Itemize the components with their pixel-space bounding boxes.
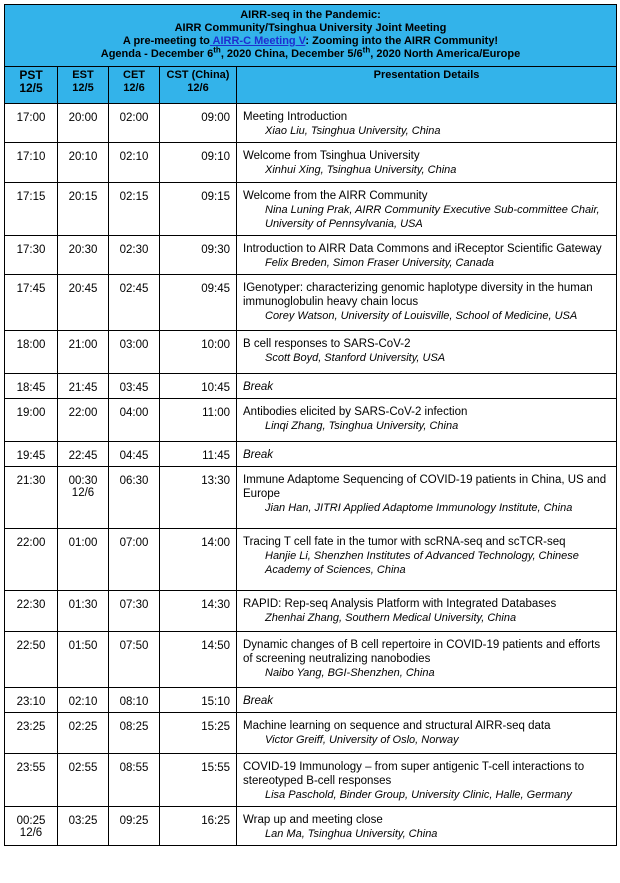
cst-time — [160, 275, 237, 331]
est-time — [58, 591, 109, 632]
col-details — [237, 67, 617, 104]
pst-time-value: 22:50 — [16, 640, 46, 652]
pst-time-value: 19:00 — [16, 407, 46, 419]
header-line-2: AIRR Community/Tsinghua University Joint Meeting — [174, 22, 447, 34]
cet-time — [109, 399, 160, 442]
est-time-value: 01:50 — [68, 640, 98, 652]
cet-time — [109, 591, 160, 632]
est-time-value: 02:25 — [68, 721, 98, 733]
agenda-row — [5, 688, 617, 713]
pst-time-value: 17:30 — [16, 244, 46, 256]
pst-time — [5, 754, 58, 807]
presentation-details — [237, 104, 617, 143]
pst-time-value: 22:00 — [16, 537, 46, 549]
header-line-3-post: : Zooming into the AIRR Community! — [305, 35, 499, 47]
pst-time-value: 17:15 — [16, 191, 46, 203]
pst-time-value: 00:25 — [16, 815, 46, 827]
pst-time-value: 18:45 — [16, 382, 46, 394]
presentation-title: Dynamic changes of B cell repertoire in COVID-19 patients and efforts of screening neutralizing nanobodies — [243, 639, 601, 665]
presentation-title: COVID-19 Immunology – from super antigenic T-cell interactions to stereotyped B-cell responses — [243, 761, 585, 787]
agenda-date-part-c: , 2020 North America/Europe — [370, 48, 521, 60]
cet-time-value: 09:25 — [119, 815, 149, 827]
cst-time — [160, 713, 237, 754]
pst-time — [5, 442, 58, 467]
est-time — [58, 529, 109, 591]
est-time — [58, 713, 109, 754]
est-time — [58, 754, 109, 807]
cst-time — [160, 143, 237, 183]
agenda-row — [5, 591, 617, 632]
pst-time-value: 17:00 — [16, 112, 46, 124]
cet-time — [109, 442, 160, 467]
est-time-value: 02:10 — [68, 696, 98, 708]
cst-time-value: 15:55 — [201, 762, 230, 774]
speaker-affiliation: Jian Han, JITRI Applied Adaptome Immunology Institute, China — [265, 502, 573, 514]
agenda-row — [5, 632, 617, 688]
cet-time-value: 03:45 — [119, 382, 149, 394]
presentation-details — [237, 399, 617, 442]
presentation-title: Antibodies elicited by SARS-CoV-2 infection — [243, 406, 468, 418]
speaker-affiliation: Scott Boyd, Stanford University, USA — [265, 352, 446, 364]
agenda-row — [5, 236, 617, 275]
cet-time — [109, 104, 160, 143]
cst-time — [160, 467, 237, 529]
speaker-affiliation: Xiao Liu, Tsinghua University, China — [265, 125, 441, 137]
agenda-date-part-a: Agenda - December 6 — [100, 48, 214, 60]
cst-time — [160, 688, 237, 713]
cst-time — [160, 632, 237, 688]
col-pst-label: PST — [19, 68, 43, 82]
pst-time — [5, 807, 58, 846]
cet-time — [109, 632, 160, 688]
speaker-affiliation: Naibo Yang, BGI-Shenzhen, China — [265, 667, 435, 679]
col-pst-date: 12/5 — [19, 81, 43, 95]
cst-time — [160, 236, 237, 275]
cet-time — [109, 688, 160, 713]
agenda-row — [5, 467, 617, 529]
pst-time — [5, 331, 58, 374]
est-time-value: 20:30 — [68, 244, 98, 256]
cst-time — [160, 399, 237, 442]
presentation-details — [237, 754, 617, 807]
speaker-affiliation: Victor Greiff, University of Oslo, Norway — [265, 734, 459, 746]
est-time — [58, 331, 109, 374]
presentation-details — [237, 807, 617, 846]
cst-time — [160, 374, 237, 399]
cst-time — [160, 529, 237, 591]
presentation-details — [237, 467, 617, 529]
col-details-label: Presentation Details — [373, 69, 480, 81]
pst-time-value: 22:30 — [16, 599, 46, 611]
est-time — [58, 807, 109, 846]
pst-time-value: 23:55 — [16, 762, 46, 774]
presentation-title: RAPID: Rep-seq Analysis Platform with Integrated Databases — [243, 598, 557, 610]
presentation-details — [237, 183, 617, 236]
est-time-value: 20:00 — [68, 112, 98, 124]
cst-time — [160, 807, 237, 846]
presentation-title: Welcome from the AIRR Community — [243, 190, 428, 202]
speaker-affiliation: Xinhui Xing, Tsinghua University, China — [265, 164, 457, 176]
agenda-row — [5, 529, 617, 591]
cet-time — [109, 467, 160, 529]
cet-time — [109, 275, 160, 331]
cst-time-value: 14:50 — [201, 640, 230, 652]
presentation-details — [237, 331, 617, 374]
pst-time — [5, 529, 58, 591]
cet-time — [109, 754, 160, 807]
presentation-title: Machine learning on sequence and structural AIRR-seq data — [243, 720, 551, 732]
presentation-details — [237, 275, 617, 331]
agenda-table — [4, 4, 617, 846]
agenda-row — [5, 807, 617, 846]
cet-time — [109, 807, 160, 846]
pst-time-value: 23:10 — [16, 696, 46, 708]
est-time — [58, 374, 109, 399]
est-time-value: 21:45 — [68, 382, 98, 394]
presentation-details — [237, 632, 617, 688]
meeting-header — [5, 5, 617, 67]
col-est — [58, 67, 109, 104]
header-line-1: AIRR-seq in the Pandemic: — [240, 9, 381, 21]
break-label: Break — [243, 695, 274, 707]
pst-date-value: 12/6 — [19, 827, 43, 839]
cet-time — [109, 236, 160, 275]
presentation-details — [237, 442, 617, 467]
est-time-value: 01:00 — [68, 537, 98, 549]
est-time — [58, 467, 109, 529]
col-cet-date: 12/6 — [123, 82, 145, 94]
est-time — [58, 632, 109, 688]
est-time-value: 20:15 — [68, 191, 98, 203]
est-time-value: 20:10 — [68, 151, 98, 163]
header-line-3 — [7, 35, 614, 48]
cst-time-value: 13:30 — [201, 475, 230, 487]
cst-time — [160, 442, 237, 467]
cst-time — [160, 183, 237, 236]
pst-time-value: 17:10 — [16, 151, 46, 163]
agenda-row — [5, 374, 617, 399]
agenda-row — [5, 442, 617, 467]
presentation-details — [237, 529, 617, 591]
cst-time-value: 09:30 — [201, 244, 230, 256]
pst-time-value: 19:45 — [16, 450, 46, 462]
pst-time — [5, 374, 58, 399]
presentation-details — [237, 374, 617, 399]
speaker-affiliation: Hanjie Li, Shenzhen Institutes of Advanced Technology, Chinese Academy of Sciences, China — [265, 550, 579, 576]
agenda-date-part-b: , 2020 China, December 5/6 — [220, 48, 363, 60]
speaker-affiliation: Zhenhai Zhang, Southern Medical University, China — [265, 612, 517, 624]
speaker-affiliation: Corey Watson, University of Louisville, School of Medicine, USA — [265, 310, 578, 322]
pst-time-value: 21:30 — [16, 475, 46, 487]
presentation-title: IGenotyper: characterizing genomic haplotype diversity in the human immunoglobulin heavy chain locus — [243, 282, 593, 308]
cet-time — [109, 331, 160, 374]
est-time-value: 21:00 — [68, 339, 98, 351]
est-time — [58, 236, 109, 275]
pst-time — [5, 236, 58, 275]
col-est-date: 12/5 — [72, 82, 94, 94]
agenda-row — [5, 331, 617, 374]
est-date-value: 12/6 — [71, 487, 95, 499]
agenda-row — [5, 713, 617, 754]
cet-time-value: 08:55 — [119, 762, 149, 774]
cst-time-value: 10:00 — [201, 339, 230, 351]
cet-time — [109, 374, 160, 399]
pst-time — [5, 143, 58, 183]
pst-time — [5, 591, 58, 632]
cet-time-value: 07:30 — [119, 599, 149, 611]
est-time — [58, 442, 109, 467]
pst-time — [5, 183, 58, 236]
agenda-date-sup-1: th — [213, 45, 221, 55]
presentation-title: Immune Adaptome Sequencing of COVID-19 patients in China, US and Europe — [243, 474, 607, 500]
title-row — [5, 5, 617, 67]
cet-time-value: 02:45 — [119, 283, 149, 295]
break-label: Break — [243, 449, 274, 461]
agenda-date-sup-2: th — [362, 45, 371, 55]
cet-time-value: 07:50 — [119, 640, 149, 652]
cet-time-value: 03:00 — [119, 339, 149, 351]
cet-time-value: 07:00 — [119, 537, 149, 549]
cst-time-value: 14:30 — [201, 599, 230, 611]
presentation-details — [237, 688, 617, 713]
cst-time-value: 09:10 — [201, 151, 230, 163]
presentation-title: Tracing T cell fate in the tumor with scRNA-seq and scTCR-seq — [243, 536, 566, 548]
col-cst-label: CST (China) — [166, 69, 230, 81]
agenda-row — [5, 183, 617, 236]
cet-time-value: 04:45 — [119, 450, 149, 462]
cst-time — [160, 331, 237, 374]
agenda-row — [5, 275, 617, 331]
speaker-affiliation: Lisa Paschold, Binder Group, University Clinic, Halle, Germany — [265, 789, 572, 801]
speaker-affiliation: Linqi Zhang, Tsinghua University, China — [265, 420, 459, 432]
est-time — [58, 399, 109, 442]
est-time-value: 03:25 — [68, 815, 98, 827]
agenda-row — [5, 754, 617, 807]
cst-time — [160, 104, 237, 143]
break-label: Break — [243, 381, 274, 393]
est-time — [58, 104, 109, 143]
cst-time-value: 15:25 — [201, 721, 230, 733]
presentation-details — [237, 143, 617, 183]
presentation-title: Meeting Introduction — [243, 111, 348, 123]
est-time — [58, 143, 109, 183]
est-time-value: 22:45 — [68, 450, 98, 462]
presentation-details — [237, 236, 617, 275]
presentation-title: Wrap up and meeting close — [243, 814, 383, 826]
cst-time-value: 10:45 — [201, 382, 230, 394]
agenda-row — [5, 143, 617, 183]
cet-time-value: 02:15 — [119, 191, 149, 203]
header-line-3-pre: A pre-meeting to — [122, 35, 210, 47]
cet-time — [109, 529, 160, 591]
col-cet-label: CET — [123, 69, 145, 81]
cet-time-value: 02:10 — [119, 151, 149, 163]
pst-time — [5, 104, 58, 143]
speaker-affiliation: Felix Breden, Simon Fraser University, Canada — [265, 257, 495, 269]
pst-time-value: 23:25 — [16, 721, 46, 733]
pst-time-value: 17:45 — [16, 283, 46, 295]
col-cst-date: 12/6 — [187, 82, 209, 94]
presentation-title: Welcome from Tsinghua University — [243, 150, 420, 162]
cst-time-value: 16:25 — [201, 815, 230, 827]
cet-time-value: 06:30 — [119, 475, 149, 487]
pst-time — [5, 275, 58, 331]
speaker-affiliation: Lan Ma, Tsinghua University, China — [265, 828, 438, 840]
cet-time-value: 02:30 — [119, 244, 149, 256]
cst-time-value: 11:45 — [202, 450, 230, 462]
cst-time-value: 15:10 — [201, 696, 230, 708]
pst-time — [5, 467, 58, 529]
col-est-label: EST — [72, 69, 94, 81]
presentation-title: Introduction to AIRR Data Commons and iReceptor Scientific Gateway — [243, 243, 602, 255]
col-cst — [160, 67, 237, 104]
pst-time-value: 18:00 — [16, 339, 46, 351]
cet-time — [109, 143, 160, 183]
cet-time-value: 04:00 — [119, 407, 149, 419]
airr-c-meeting-v-link[interactable]: AIRR-C Meeting V — [209, 35, 306, 47]
cet-time — [109, 183, 160, 236]
cst-time-value: 09:45 — [201, 283, 230, 295]
cet-time — [109, 713, 160, 754]
pst-time — [5, 713, 58, 754]
est-time-value: 20:45 — [68, 283, 98, 295]
col-cet — [109, 67, 160, 104]
header-line-4 — [7, 45, 614, 61]
cst-time-value: 14:00 — [201, 537, 230, 549]
column-header-row — [5, 67, 617, 104]
pst-time — [5, 632, 58, 688]
agenda-row — [5, 104, 617, 143]
cst-time — [160, 591, 237, 632]
est-time-value: 02:55 — [68, 762, 98, 774]
presentation-details — [237, 591, 617, 632]
presentation-title: B cell responses to SARS-CoV-2 — [243, 338, 411, 350]
pst-time — [5, 688, 58, 713]
col-pst — [5, 67, 58, 104]
cet-time-value: 08:10 — [119, 696, 149, 708]
est-time — [58, 275, 109, 331]
est-time — [58, 688, 109, 713]
cet-time-value: 02:00 — [119, 112, 149, 124]
cst-time — [160, 754, 237, 807]
cst-time-value: 09:00 — [201, 112, 230, 124]
est-time-value: 00:30 — [68, 475, 98, 487]
pst-time — [5, 399, 58, 442]
speaker-affiliation: Nina Luning Prak, AIRR Community Executive Sub-committee Chair, University of Pennsylvania, USA — [265, 204, 600, 230]
cet-time-value: 08:25 — [119, 721, 149, 733]
cst-time-value: 09:15 — [201, 191, 230, 203]
cst-time-value: 11:00 — [202, 407, 230, 419]
est-time-value: 22:00 — [68, 407, 98, 419]
est-time-value: 01:30 — [68, 599, 98, 611]
presentation-details — [237, 713, 617, 754]
est-time — [58, 183, 109, 236]
agenda-row — [5, 399, 617, 442]
